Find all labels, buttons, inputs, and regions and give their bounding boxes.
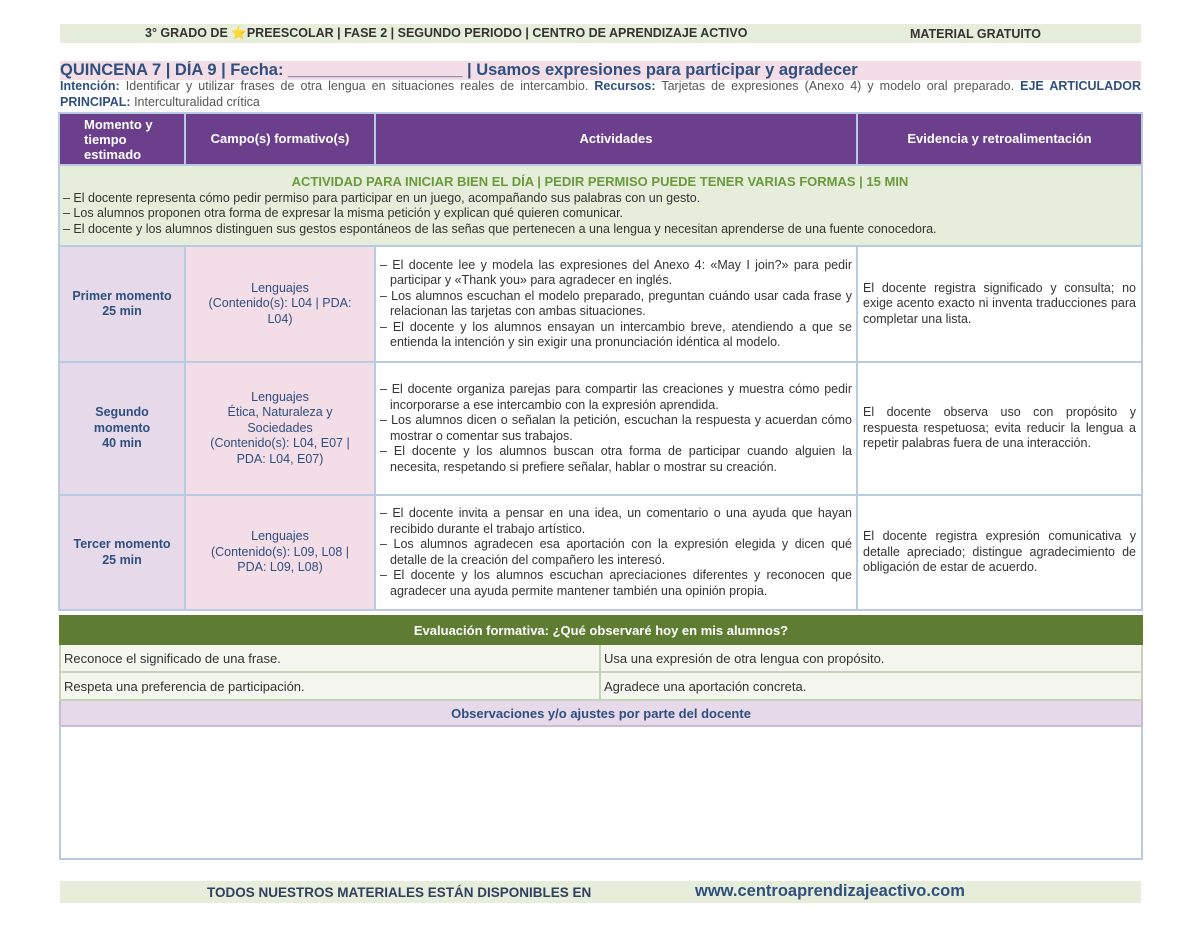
evaluation-row	[60, 644, 1142, 672]
evaluation-item: Usa una expresión de otra lengua con propósito.	[600, 644, 1142, 672]
start-activity-row	[59, 165, 1142, 246]
intencion-label: Intención:	[60, 79, 120, 93]
table-row	[59, 362, 1142, 495]
start-activity-item: – Los alumnos proponen otra forma de expresar la misma petición y explican qué quieren comunicar.	[63, 206, 624, 220]
campo-cell: Lenguajes (Contenido(s): L09, L08 | PDA: L09, L08)	[185, 495, 375, 610]
activity-item: – El docente invita a pensar en una idea, un comentario o una ayuda que hayan recibido durante el trabajo artístico.	[380, 506, 852, 536]
moment-cell: Segundo momento 40 min	[59, 362, 185, 495]
activity-item: – El docente y los alumnos escuchan apreciaciones diferentes y reconocen que agradecer una ayuda permite mantener también una opinión propia.	[380, 568, 852, 598]
header-evidencia: Evidencia y retroalimentación	[857, 113, 1142, 165]
evidence-cell: El docente registra expresión comunicativa y detalle apreciado; distingue agradecimiento de obligación de estar de acuerdo.	[857, 495, 1142, 610]
campo-cell: Lenguajes (Contenido(s): L04 | PDA: L04)	[185, 246, 375, 362]
eje-text: Interculturalidad crítica	[130, 94, 260, 109]
intencion-text: Identificar y utilizar frases de otra lengua en situaciones reales de intercambio.	[119, 79, 595, 93]
evaluation-item: Agradece una aportación concreta.	[600, 672, 1142, 700]
evaluation-header-row	[60, 616, 1142, 644]
observations-area[interactable]	[60, 726, 1142, 859]
evidence-cell: El docente registra significado y consulta; no exige acento exacto ni inventa traducciones para completar una lista.	[857, 246, 1142, 362]
activities-cell	[375, 362, 857, 495]
evaluation-title: Evaluación formativa: ¿Qué observaré hoy en mis alumnos?	[60, 616, 1142, 644]
start-activity-title: ACTIVIDAD PARA INICIAR BIEN EL DÍA | PEDIR PERMISO PUEDE TENER VARIAS FORMAS | 15 MIN	[291, 174, 909, 189]
activity-item: – Los alumnos escuchan el modelo preparado, preguntan cuándo usar cada frase y relacionan las tarjetas con ambas situaciones.	[380, 288, 852, 318]
activity-item: – Los alumnos agradecen esa aportación con la expresión elegida y dicen qué detalle de la creación del compañero les interesó.	[380, 537, 852, 567]
recursos-label: Recursos:	[594, 79, 656, 93]
start-activity-cell	[59, 165, 1142, 246]
evaluation-item: Reconoce el significado de una frase.	[60, 644, 600, 672]
banner-free-material: MATERIAL GRATUITO	[910, 26, 1042, 41]
observations-header-row	[60, 700, 1142, 726]
table-row	[59, 246, 1142, 362]
evaluation-table	[59, 615, 1143, 860]
header-actividades: Actividades	[375, 113, 857, 165]
star-icon: ⭐	[231, 26, 247, 40]
activity-item: – El docente y los alumnos ensayan un intercambio breve, atendiendo a que se entienda la intención y sin exigir una pronunciación idéntica al modelo.	[380, 319, 852, 349]
activity-item: – El docente lee y modela las expresiones del Anexo 4: «May I join?» para pedir participar y «Thank you» para agradecer en inglés.	[380, 257, 852, 287]
activity-item: – Los alumnos dicen o señalan la petición, escuchan la respuesta y acuerdan cómo mostrar o comentar sus trabajos.	[380, 413, 852, 443]
activities-cell	[375, 495, 857, 610]
observations-row	[60, 726, 1142, 859]
recursos-text: Tarjetas de expresiones (Anexo 4) y modelo oral preparado.	[655, 79, 1021, 93]
moment-cell: Tercer momento 25 min	[59, 495, 185, 610]
start-activity-item: – El docente y los alumnos distinguen sus gestos espontáneos de las señas que pertenecen a una lengua y necesitan aprenderse de una fuente conocedora.	[63, 221, 937, 236]
banner-grade: 3° GRADO DE ⭐PREESCOLAR | FASE 2 | SEGUNDO PERIODO | CENTRO DE APRENDIZAJE ACTIVO	[145, 26, 748, 40]
activities-table	[58, 112, 1143, 611]
eje-label: EJE ARTICULADOR PRINCIPAL:	[60, 79, 1141, 109]
evaluation-item: Respeta una preferencia de participación.	[60, 672, 600, 700]
observations-title: Observaciones y/o ajustes por parte del docente	[60, 700, 1142, 726]
intro-paragraph	[60, 79, 1141, 110]
footer-text: TODOS NUESTROS MATERIALES ESTÁN DISPONIBLES EN	[207, 885, 592, 900]
campo-cell: Lenguajes Ética, Naturaleza y Sociedades (Contenido(s): L04, E07 | PDA: L04, E07)	[185, 362, 375, 495]
evaluation-row	[60, 672, 1142, 700]
page-title: QUINCENA 7 | DÍA 9 | Fecha: ___________________ | Usamos expresiones para participar y agradecer	[60, 61, 1141, 80]
evidence-cell: El docente observa uso con propósito y respuesta respetuosa; evita reducir la lengua a repetir palabras fuera de una interacción.	[857, 362, 1142, 495]
moment-cell: Primer momento 25 min	[59, 246, 185, 362]
top-banner	[60, 24, 1141, 43]
footer-banner	[60, 881, 1141, 903]
header-campo: Campo(s) formativo(s)	[185, 113, 375, 165]
table-row	[59, 495, 1142, 610]
start-activity-item: – El docente representa cómo pedir permiso para participar en un juego, acompañando sus palabras con un gesto.	[63, 190, 701, 205]
activity-item: – El docente organiza parejas para compartir las creaciones y muestra cómo pedir incorporarse a ese intercambio con la expresión aprendida.	[380, 382, 852, 412]
table-header-row	[59, 113, 1142, 165]
activities-cell	[375, 246, 857, 362]
activity-item: – El docente y los alumnos buscan otra forma de participar cuando alguien la necesita, respetando si prefiere señalar, hablar o mostrar su creación.	[380, 444, 852, 474]
header-momento: Momento y tiempo estimado	[59, 113, 185, 165]
footer-url-link[interactable]: www.centroaprendizajeactivo.com	[695, 882, 965, 900]
